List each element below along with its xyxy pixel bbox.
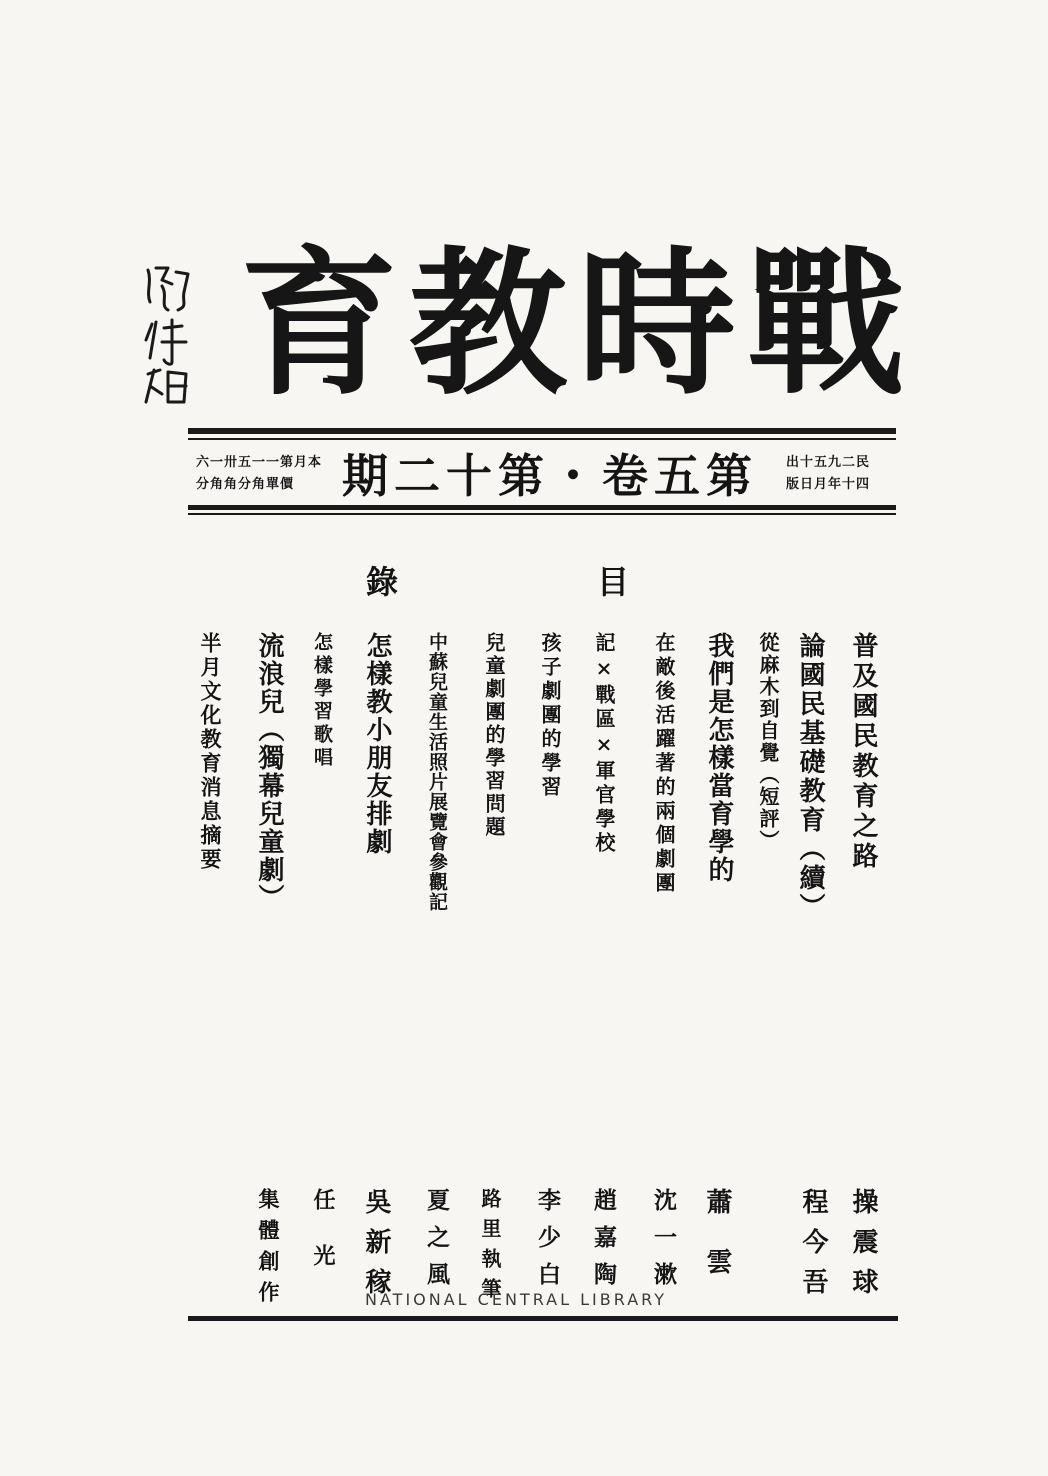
price-note-line-2: 分角角分角單價 [196, 477, 295, 492]
signature-tao-xingzhi [138, 262, 198, 412]
toc-author-3: 蕭雲 [702, 1188, 732, 1308]
price-note [196, 452, 328, 496]
toc-title-4: 我們是怎樣當育學的 [704, 632, 734, 884]
publication-date-line-2: 版日月年十四 [786, 477, 871, 492]
masthead-char-4: 戰 [747, 232, 905, 417]
divider-top-thin [188, 438, 896, 440]
divider-mid-thin [188, 513, 896, 515]
toc-author-10: 任光 [310, 1188, 336, 1300]
divider-mid-thick [188, 505, 896, 510]
library-stamp: NATIONAL CENTRAL LIBRARY [365, 1290, 667, 1309]
toc-author-9: 吳新稼 [361, 1188, 391, 1308]
toc-author-1: 操震球 [848, 1188, 878, 1308]
toc-author-7: 路里執筆 [478, 1188, 502, 1308]
divider-bottom [188, 1316, 898, 1321]
toc-title-6: 記×戰區×軍官學校 [592, 632, 616, 856]
masthead-char-1: 育 [240, 232, 398, 417]
toc-title-5: 在敵後活躍著的兩個劇團 [652, 632, 676, 896]
toc-title-10: 怎樣教小朋友排劇 [362, 632, 392, 856]
toc-title-2: 論國民基礎教育（續） [795, 632, 825, 922]
toc-title-8: 兒童劇團的學習問題 [482, 632, 506, 839]
toc-title-11: 怎樣學習歌唱 [311, 632, 333, 770]
toc-author-12: 集體創作 [256, 1188, 281, 1312]
toc-author-2: 程今吾 [798, 1188, 828, 1308]
toc-title-9: 中蘇兒童生活照片展覽會參觀記 [426, 632, 448, 912]
masthead-title [240, 225, 905, 425]
toc-author-8: 夏之風 [423, 1188, 450, 1299]
toc-title-1: 普及國民教育之路 [848, 632, 878, 872]
publication-date-line-1: 出十五九二民 [786, 455, 871, 470]
masthead-char-2: 教 [409, 232, 567, 417]
toc-title-12: 流浪兒（獨幕兒童劇） [254, 632, 284, 912]
toc-title-13: 半月文化教育消息摘要 [198, 632, 223, 872]
toc-author-4: 沈一漱 [650, 1188, 677, 1299]
issue-number: 期二十第・卷五第 [342, 449, 758, 503]
toc-title-7: 孩子劇團的學習 [538, 632, 562, 800]
toc-author-5: 趙嘉陶 [590, 1188, 617, 1299]
toc-heading-mu: 目 [597, 563, 630, 601]
toc-author-6: 李少白 [534, 1188, 561, 1299]
price-note-line-1: 六一卅五一一第月本 [196, 455, 323, 470]
publication-date [786, 452, 890, 496]
divider-top-thick [188, 428, 896, 434]
toc-title-3: 從麻木到自覺（短評） [756, 632, 780, 852]
toc-heading-lu: 錄 [366, 563, 399, 601]
masthead-char-3: 時 [578, 232, 736, 417]
